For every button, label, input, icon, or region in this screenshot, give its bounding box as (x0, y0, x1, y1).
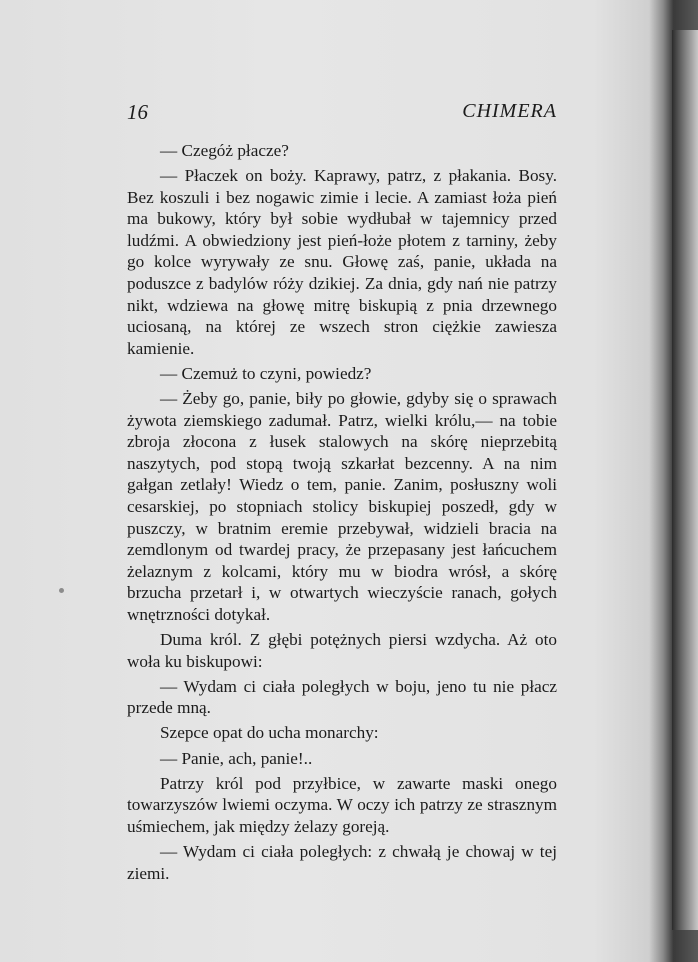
page-number: 16 (127, 100, 148, 124)
paragraph: — Czemuż to czyni, powiedz? (160, 363, 372, 383)
paragraph: Patrzy król pod przyłbice, w zawarte maski onego towarzyszów lwiemi oczyma. W oczy ich patrzy ze strasznym uśmiechem, jak między żelazy goreją. (127, 773, 557, 836)
body-text (127, 140, 557, 888)
page-header (127, 100, 557, 130)
paragraph: Szepce opat do ucha monarchy: (160, 723, 379, 743)
paragraph: — Wydam ci ciała poległych: z chwałą je chowaj w tej ziemi. (127, 841, 557, 883)
paragraph: — Żeby go, panie, biły po głowie, gdyby się o sprawach żywota ziemskiego zadumał. Patrz, wielki królu,— na tobie zbroja złocona z łusek stalowych na skórę nieprzebitą naszytych, pod stopą twoją szkarłat bezcenny. A na nim gałgan zetlały! Wiedz o tem, panie. Zanim, posłuszny woli cesarskiej, po stopniach stolicy biskupiej poszedł, gdy w puszczy, w bratnim eremie przebywał, widzieli bracia na zemdlonym od twardej pracy, że przepasany jest łańcuchem żelaznym z kolcami, który mu w biodra wrósł, a skórę brzucha przetarł i, w otwartych wieczyście ranach, gołych wnętrzności dotykał. (127, 389, 557, 624)
facing-page-edge (672, 30, 698, 930)
paragraph: — Czegóż płacze? (160, 141, 289, 160)
paragraph: Duma król. Z głębi potężnych piersi wzdycha. Aż oto woła ku biskupowi: (127, 630, 557, 671)
paragraph: — Wydam ci ciała poległych w boju, jeno tu nie płacz przede mną. (127, 676, 557, 718)
paragraph: — Płaczek on boży. Kaprawy, patrz, z płakania. Bosy. Bez koszuli i bez nogawic zimie i lecie. A zamiast łoża pień ma bukowy, który był sobie wydłubał w tajemnicy przed ludźmi. A obwiedziony jest pień-łoże płotem z tarniny, żeby go kolce wyrywały ze snu. Głowę zaś, panie, układa na poduszce z badylów róży dzikiej. Za dnia, gdy nań nie patrzy nikt, wdziewa na głowę mitrę biskupią z pnia drzewnego uciosaną, na której ze wszech stron ciężkie zawiesza kamienie. (127, 166, 557, 358)
paragraph: — Panie, ach, panie!.. (160, 748, 313, 768)
margin-dot (59, 588, 64, 593)
running-title: CHIMERA (462, 100, 557, 122)
